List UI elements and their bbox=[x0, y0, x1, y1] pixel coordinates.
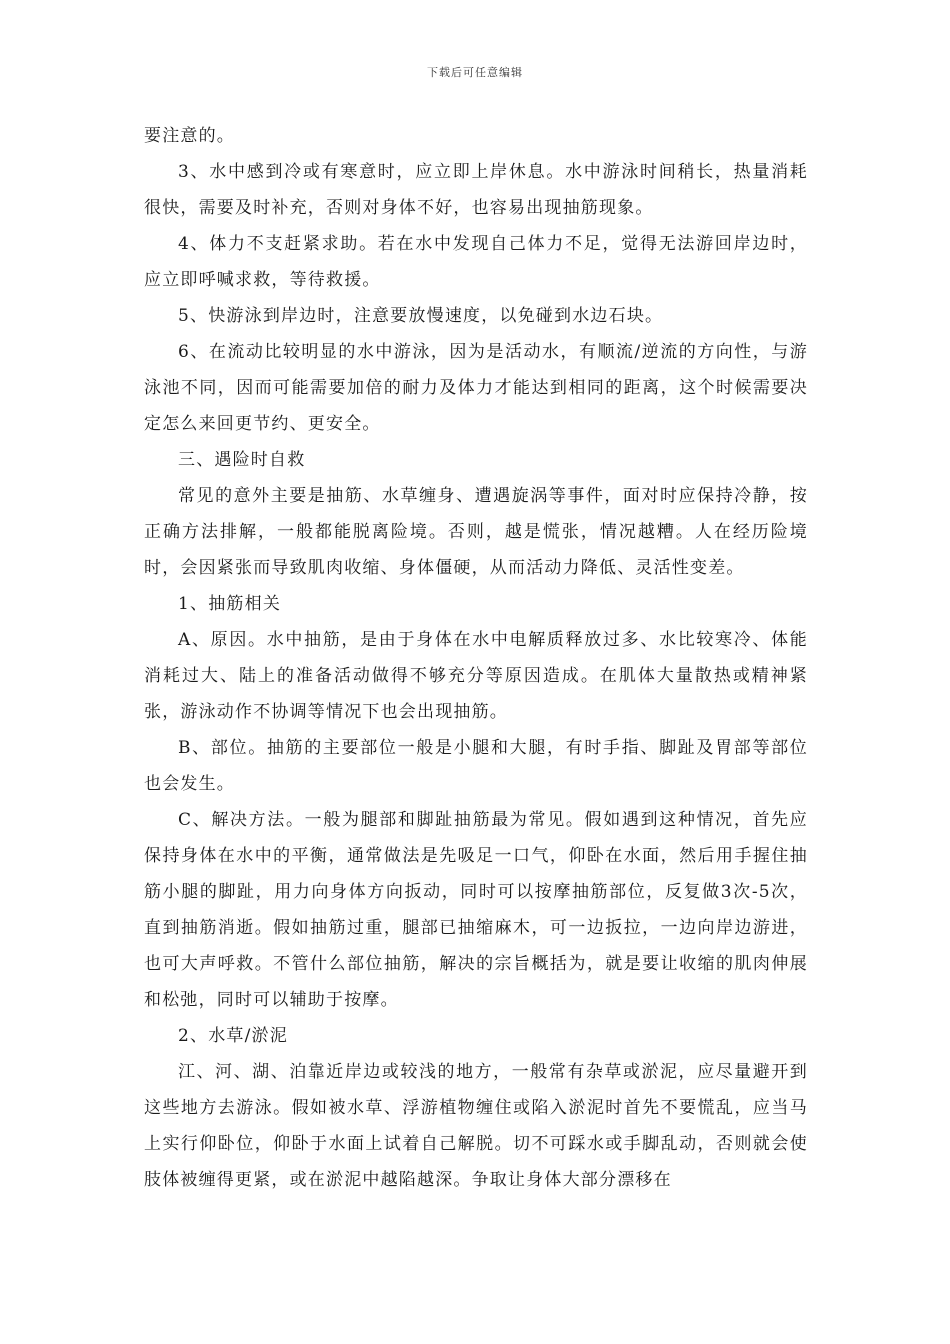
paragraph: A、原因。水中抽筋，是由于身体在水中电解质释放过多、水比较寒冷、体能消耗过大、陆上的准备活动做得不够充分等原因造成。在肌体大量散热或精神紧张，游泳动作不协调等情况下也会出现抽筋。 bbox=[144, 630, 808, 722]
paragraph: 2、水草/淤泥 bbox=[178, 1026, 288, 1046]
paragraph: B、部位。抽筋的主要部位一般是小腿和大腿，有时手指、脚趾及胃部等部位也会发生。 bbox=[144, 738, 808, 794]
paragraph: 6、在流动比较明显的水中游泳，因为是活动水，有顺流/逆流的方向性，与游泳池不同，因而可能需要加倍的耐力及体力才能达到相同的距离，这个时候需要决定怎么来回更节约、更安全。 bbox=[144, 342, 808, 434]
page-header: 下载后可任意编辑 bbox=[427, 66, 523, 79]
paragraph: 3、水中感到冷或有寒意时，应立即上岸休息。水中游泳时间稍长，热量消耗很快，需要及时补充，否则对身体不好，也容易出现抽筋现象。 bbox=[144, 162, 808, 218]
paragraph: 要注意的。 bbox=[144, 126, 235, 146]
paragraph: 常见的意外主要是抽筋、水草缠身、遭遇旋涡等事件，面对时应保持冷静，按正确方法排解，一般都能脱离险境。否则，越是慌张，情况越糟。人在经历险境时，会因紧张而导致肌肉收缩、身体僵硬，从而活动力降低、灵活性变差。 bbox=[144, 486, 808, 578]
paragraph: 江、河、湖、泊靠近岸边或较浅的地方，一般常有杂草或淤泥，应尽量避开到这些地方去游泳。假如被水草、浮游植物缠住或陷入淤泥时首先不要慌乱，应当马上实行仰卧位，仰卧于水面上试着自己解脱。切不可踩水或手脚乱动，否则就会使肢体被缠得更紧，或在淤泥中越陷越深。争取让身体大部分漂移在 bbox=[144, 1062, 808, 1190]
paragraph: 5、快游泳到岸边时，注意要放慢速度，以免碰到水边石块。 bbox=[178, 306, 664, 326]
paragraph: 三、遇险时自救 bbox=[178, 450, 306, 470]
paragraph: 4、体力不支赶紧求助。若在水中发现自己体力不足，觉得无法游回岸边时，应立即呼喊求救，等待救援。 bbox=[144, 234, 808, 290]
paragraph: C、解决方法。一般为腿部和脚趾抽筋最为常见。假如遇到这种情况，首先应保持身体在水中的平衡，通常做法是先吸足一口气，仰卧在水面，然后用手握住抽筋小腿的脚趾，用力向身体方向扳动，同时可以按摩抽筋部位，反复做3次-5次，直到抽筋消逝。假如抽筋过重，腿部已抽缩麻木，可一边扳拉，一边向岸边游进，也可大声呼救。不管什么部位抽筋，解决的宗旨概括为，就是要让收缩的肌肉伸展和松弛，同时可以辅助于按摩。 bbox=[144, 810, 808, 1010]
paragraph: 1、抽筋相关 bbox=[178, 594, 282, 614]
document-body bbox=[144, 118, 808, 1198]
